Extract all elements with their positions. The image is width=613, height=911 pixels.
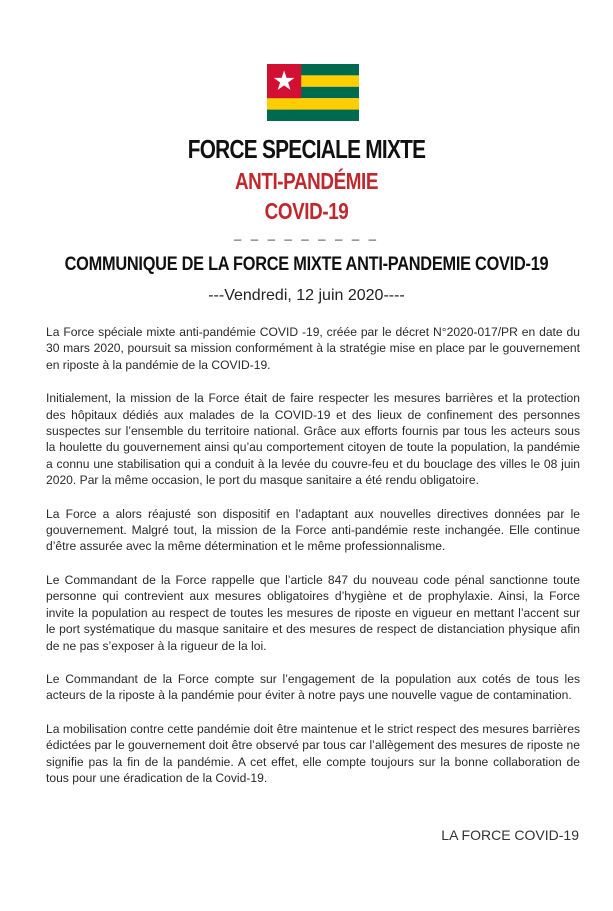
togo-flag-image [267,64,359,121]
communique-title: COMMUNIQUE DE LA FORCE MIXTE ANTI-PANDEMIE COVID-19 [64,254,549,275]
body-paragraph: Initialement, la mission de la Force était de faire respecter les mesures barrières et la protection des hôpitaux dédiés aux malades de la COVID-19 et des lieux de confinement des personnes suspectes sur l’ensemble du territoire national. Grâce aux efforts fournis par tous les acteurs sous la houlette du gouvernement ainsi qu’au comportement citoyen de toute la population, la pandémie a connu une stabilisation qui a conduit à la levée du couvre-feu et du bouclage des villes le 08 juin 2020. Par la même occasion, le port du masque sanitaire a été rendu obligatoire. [46,391,580,488]
body-paragraph: Le Commandant de la Force compte sur l’engagement de la population aux cotés de tous les acteurs de la riposte à la pandémie pour éviter à notre pays une nouvelle vague de contamination. [46,671,580,703]
header-force-title: FORCE SPECIALE MIXTE [187,134,426,164]
communique-body [46,324,580,803]
header-covid: COVID-19 [264,198,349,224]
body-paragraph: La mobilisation contre cette pandémie doit être maintenue et le strict respect des mesures barrières édictées par le gouvernement doit être observé par tous car l’allègement des mesures de riposte ne signifie pas la fin de la pandémie. A cet effet, elle compte toujours sur la bonne collaboration de tous pour une éradication de la Covid-19. [46,721,580,785]
body-paragraph: La Force spéciale mixte anti-pandémie COVID -19, créée par le décret N°2020-017/PR en date du 30 mars 2020, poursuit sa mission conformément à la stratégie mise en place par le gouvernement en riposte à la pandémie de la COVID-19. [46,325,580,372]
header-separator: _ _ _ _ _ _ _ _ _ [234,226,379,241]
body-paragraph: La Force a alors réajusté son dispositif en l’adaptant aux nouvelles directives données par le gouvernement. Malgré tout, la mission de la Force anti-pandémie reste inchangée. Elle continue d’être assurée avec la même détermination et le même professionnalisme. [46,506,580,554]
header-anti-pandemie: ANTI-PANDÉMIE [234,168,379,194]
communique-date: ---Vendredi, 12 juin 2020---- [208,287,405,304]
body-paragraph: Le Commandant de la Force rappelle que l’article 847 du nouveau code pénal sanctionne toute personne qui contrevient aux mesures obligatoires d’hygiène et de prophylaxie. Ainsi, la Force invite la population au respect de toutes les mesures de riposte en vigueur en mettant l’accent sur le port systématique du masque sanitaire et des mesures de respect de distanciation physique afin de ne pas s’exposer à la rigueur de la loi. [46,572,580,653]
signature: LA FORCE COVID-19 [441,827,579,843]
